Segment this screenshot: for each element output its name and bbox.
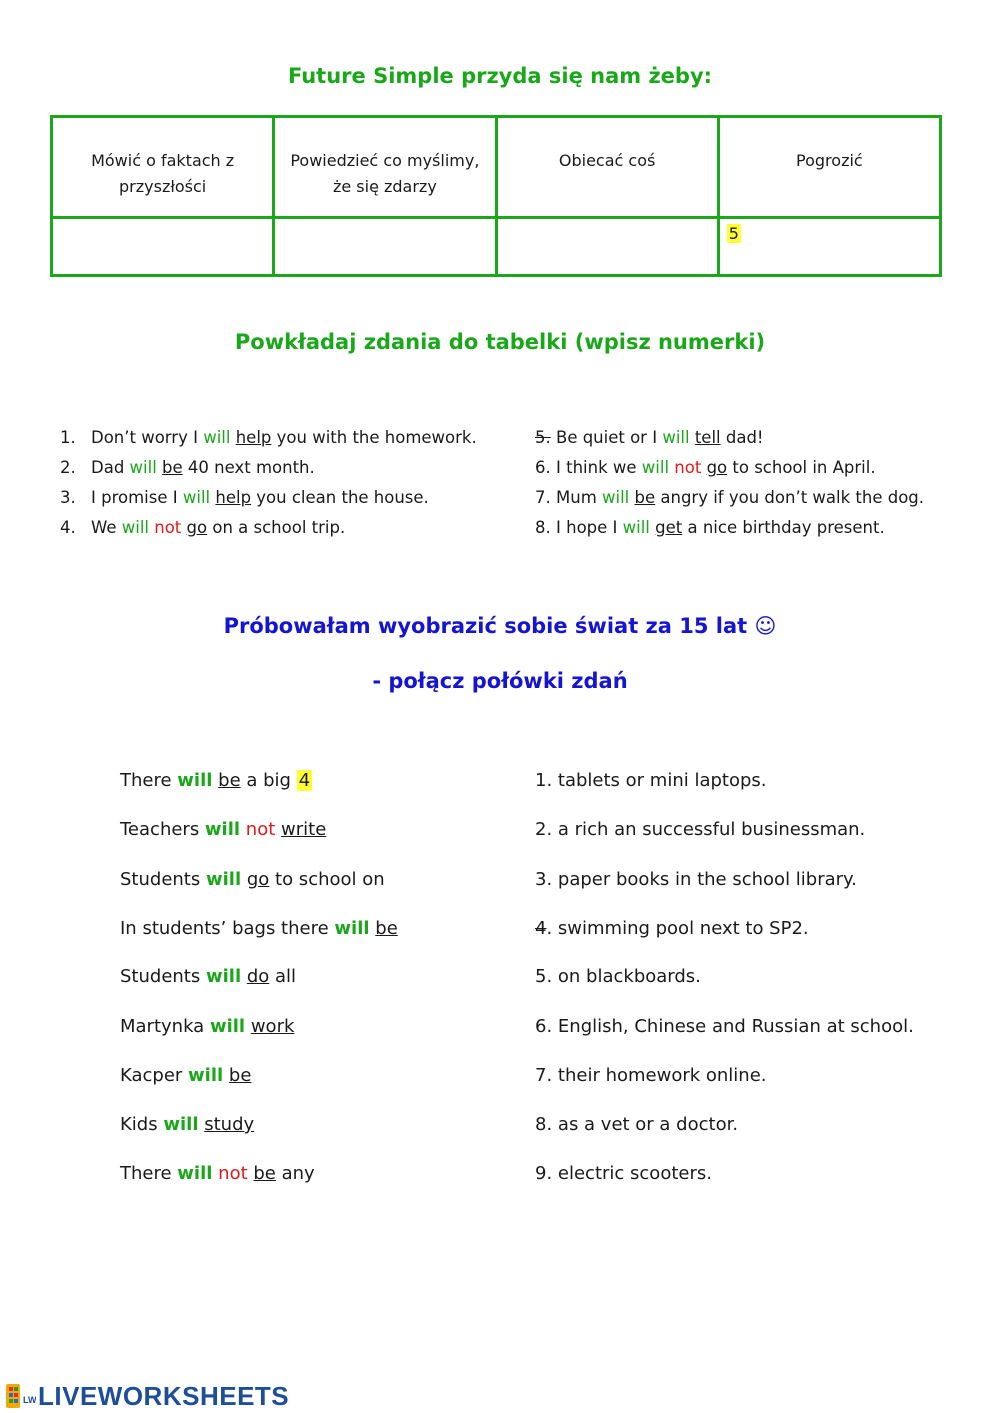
answer-cell-promises[interactable] xyxy=(496,218,718,276)
header-promises: Obiecać coś xyxy=(496,117,718,218)
right-half-1: 1. tablets or mini laptops. xyxy=(535,770,767,791)
left-half-8: Kids will study xyxy=(120,1114,255,1135)
match-answer-1[interactable]: 4 xyxy=(298,770,311,791)
header-predictions: Powiedzieć co myślimy, że się zdarzy xyxy=(274,117,496,218)
left-half-3: Students will go to school on xyxy=(120,869,385,890)
right-half-7: 7. their homework online. xyxy=(535,1065,767,1086)
sentence-6: 6. I think we will not go to school in April. xyxy=(535,458,876,477)
right-half-3: 3. paper books in the school library. xyxy=(535,869,857,890)
right-half-5: 5. on blackboards. xyxy=(535,966,701,987)
sentence-4: 4. We will not go on a school trip. xyxy=(60,518,346,537)
left-half-1: There will be a big 4 xyxy=(120,770,311,791)
header-threats: Pogrozić xyxy=(718,117,940,218)
sentence-7: 7. Mum will be angry if you don’t walk the dog. xyxy=(535,488,925,507)
left-half-9: There will not be any xyxy=(120,1163,315,1184)
page-title: Future Simple przyda się nam żeby: xyxy=(287,64,713,88)
left-half-6: Martynka will work xyxy=(120,1016,295,1037)
answer-cell-predictions[interactable] xyxy=(274,218,496,276)
left-half-2: Teachers will not write xyxy=(120,819,327,840)
answer-input-threats[interactable]: 5 xyxy=(728,224,739,244)
liveworksheets-logo-text: LIVEWORKSHEETS xyxy=(38,1380,290,1411)
sentence-8: 8. I hope I will get a nice birthday present. xyxy=(535,518,885,537)
right-half-6: 6. English, Chinese and Russian at school. xyxy=(535,1016,914,1037)
sentence-5: 5. Be quiet or I will tell dad! xyxy=(535,428,764,447)
right-half-9: 9. electric scooters. xyxy=(535,1163,712,1184)
left-half-5: Students will do all xyxy=(120,966,297,987)
right-half-4: 4. swimming pool next to SP2. xyxy=(535,918,809,939)
answer-cell-facts[interactable] xyxy=(52,218,274,276)
liveworksheets-logo-icon xyxy=(6,1384,36,1408)
section-title-future: Próbowałam wyobrazić sobie świat za 15 lat ☺ xyxy=(223,614,777,638)
answer-cell-threats[interactable] xyxy=(718,218,940,276)
section-subtitle-match: - połącz połówki zdań xyxy=(372,669,628,693)
sentence-3: 3. I promise I will help you clean the house. xyxy=(60,488,429,507)
section-title-sort: Powkładaj zdania do tabelki (wpisz numerki) xyxy=(234,330,766,354)
right-half-8: 8. as a vet or a doctor. xyxy=(535,1114,739,1135)
liveworksheets-logo[interactable] xyxy=(6,1381,289,1411)
category-table xyxy=(50,115,942,277)
svg-text:LW: LW xyxy=(23,1395,36,1405)
left-half-4: In students’ bags there will be xyxy=(120,918,398,939)
sentence-1: 1. Don’t worry I will help you with the homework. xyxy=(60,428,477,447)
left-half-7: Kacper will be xyxy=(120,1065,252,1086)
right-half-2: 2. a rich an successful businessman. xyxy=(535,819,866,840)
header-facts: Mówić o faktach z przyszłości xyxy=(52,117,274,218)
sentence-2: 2. Dad will be 40 next month. xyxy=(60,458,315,477)
